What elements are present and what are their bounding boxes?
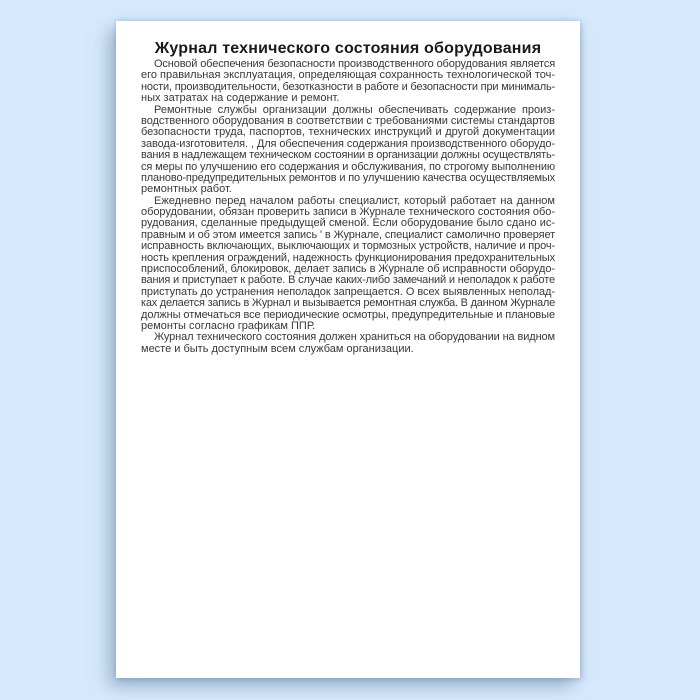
text-line: правным и об этом имеется запись ' в Журнале, специалист самолично проверяет [141, 228, 556, 241]
text-line: исправность включающих, выключающих и тормозных устройств, наличие и проч- [141, 240, 556, 253]
document-body [141, 59, 555, 355]
document-title: Журнал технического состояния оборудования [154, 40, 542, 57]
paragraph [141, 59, 555, 105]
text-line: ся меры по улучшению его содержания и обслуживания, по строгому выполнению [141, 160, 555, 173]
text-line: месте и быть доступным всем службам организации. [141, 342, 414, 355]
text-line: оборудовании, обязан проверить записи в Журнале технического состояния обо- [141, 206, 555, 219]
text-line: ремонты согласно графикам ППР. [141, 319, 316, 332]
document-page [116, 21, 580, 678]
paragraph [141, 332, 555, 355]
text-line: Ремонтные службы организации должны обеспечивать содержание произ- [154, 103, 555, 116]
text-line: приспособлений, блокировок, делает запись в Журнале об исправности оборудо- [141, 263, 555, 276]
text-line: завода-изготовителя. , Для обеспечения содержания производственного оборудо- [141, 137, 555, 150]
text-line: его правильная эксплуатация, определяющая сохранность технологической точ- [141, 69, 555, 82]
text-line: ках делается запись в Журнал и вызывается ремонтная служба. В данном Журнале [141, 297, 555, 310]
text-line: ность крепления ограждений, надежность функционирования предохранительных [141, 251, 555, 264]
text-line: Основой обеспечения безопасности производственного оборудования является [154, 58, 556, 70]
paragraph [141, 196, 555, 333]
text-line: планово-предупредительных ремонтов и по улучшению качества осуществляемых [141, 171, 555, 184]
text-line: должны отмечаться все периодические осмотры, предупредительные и плановые [141, 308, 555, 321]
text-line: вания и приступает к работе. В случае каких-либо замечаний и неполадок к работе [141, 274, 555, 287]
text-line: безопасности труда, паспортов, технических инструкций и другой документации [141, 126, 555, 139]
text-line: приступать до устранения неполадок запрещается. О всех выявленных неполад- [141, 285, 556, 298]
text-line: ности, производительности, безотказности в работе и безопасности при минималь- [141, 80, 556, 93]
text-line: Ежедневно перед началом работы специалист, который работает на данном [154, 194, 555, 207]
text-line: ных затратах на содержание и ремонт. [141, 92, 340, 105]
text-line: водственного оборудования в соответствии с требованиями системы стандартов [141, 114, 555, 127]
text-line: вания в надлежащем техническом состоянии в организации должны осуществлять- [141, 149, 555, 162]
text-line: Журнал технического состояния должен храниться на оборудовании на видном [154, 331, 555, 344]
text-line: рудования, сделанные предыдущей сменой. Если оборудование было сдано ис- [141, 217, 555, 230]
text-line: ремонтных работ. [141, 183, 232, 196]
paragraph [141, 105, 555, 196]
